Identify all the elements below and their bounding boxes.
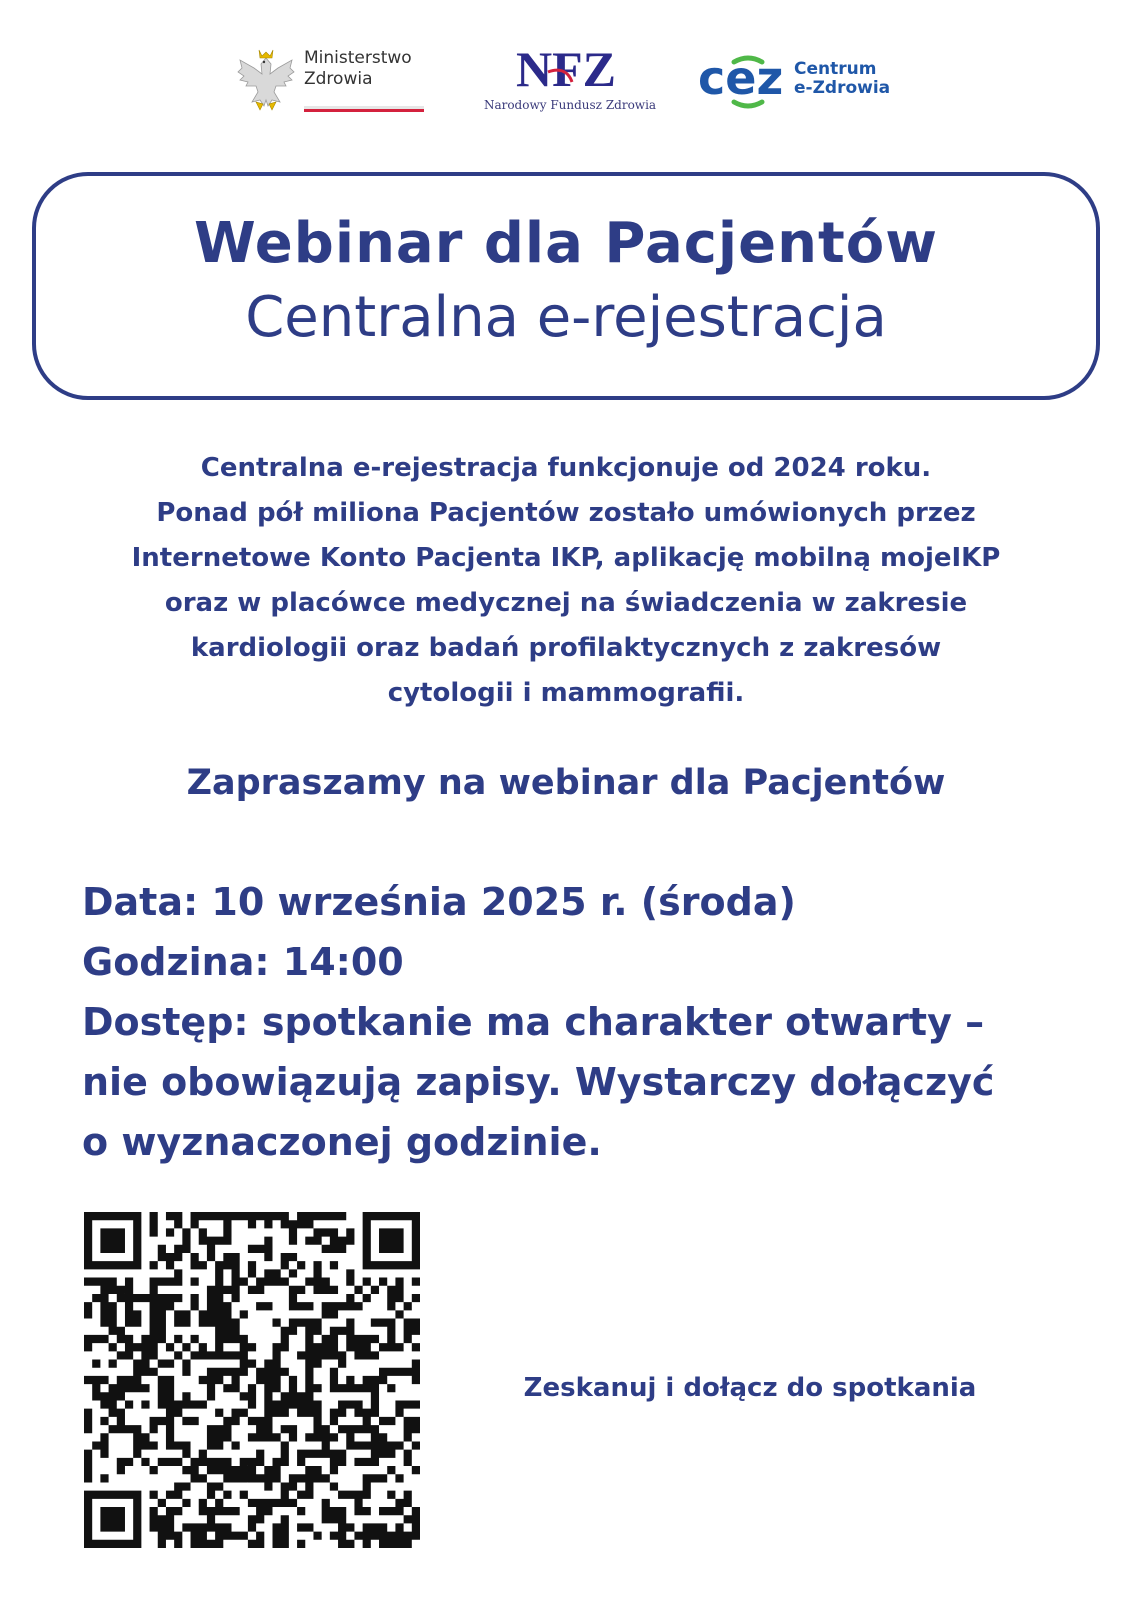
- page-subtitle: Centralna e-rejestracja: [245, 285, 887, 350]
- intro-line: Ponad pół miliona Pacjentów zostało umówionych przez: [156, 498, 976, 528]
- cez-mark-text: cez: [698, 51, 784, 105]
- ministry-name: Ministerstwo Zdrowia: [304, 48, 412, 89]
- ministry-logo: [236, 42, 426, 114]
- cez-name: Centrum e-Zdrowia: [794, 59, 891, 98]
- event-access-line: nie obowiązują zapisy. Wystarczy dołączyć: [82, 1060, 995, 1104]
- qr-caption: Zeskanuj i dołącz do spotkania: [523, 1373, 977, 1403]
- invitation-heading: Zapraszamy na webinar dla Pacjentów: [186, 763, 946, 803]
- event-access-line: o wyznaczonej godzinie.: [82, 1120, 602, 1164]
- polish-eagle-icon: [236, 44, 296, 112]
- event-access-line: Dostęp: spotkanie ma charakter otwarty –: [82, 1000, 985, 1044]
- intro-line: oraz w placówce medycznej na świadczenia w zakresie: [164, 588, 968, 618]
- qr-code[interactable]: [84, 1212, 420, 1548]
- cez-logo: [698, 46, 898, 112]
- intro-paragraph: [40, 446, 1092, 716]
- qr-code-icon: [84, 1212, 420, 1548]
- nfz-mark: [506, 42, 626, 94]
- flag-stripe: [304, 106, 424, 112]
- title-box: [32, 172, 1100, 400]
- cez-mark: [698, 46, 792, 110]
- page-title: Webinar dla Pacjentów: [194, 211, 938, 276]
- event-date: Data: 10 września 2025 r. (środa): [82, 880, 796, 924]
- nfz-subtitle: Narodowy Fundusz Zdrowia: [483, 98, 657, 112]
- intro-line: kardiologii oraz badań profilaktycznych z zakresów: [190, 633, 942, 663]
- intro-line: cytologii i mammografii.: [387, 678, 745, 708]
- intro-line: Centralna e-rejestracja funkcjonuje od 2024 roku.: [200, 453, 932, 483]
- logo-row: [0, 42, 1132, 122]
- event-time: Godzina: 14:00: [82, 940, 404, 984]
- nfz-logo: [480, 42, 660, 118]
- nfz-mark-text: NFZ: [516, 42, 616, 94]
- intro-line: Internetowe Konto Pacjenta IKP, aplikację mobilną mojeIKP: [131, 543, 1001, 573]
- event-details: [82, 872, 1082, 1172]
